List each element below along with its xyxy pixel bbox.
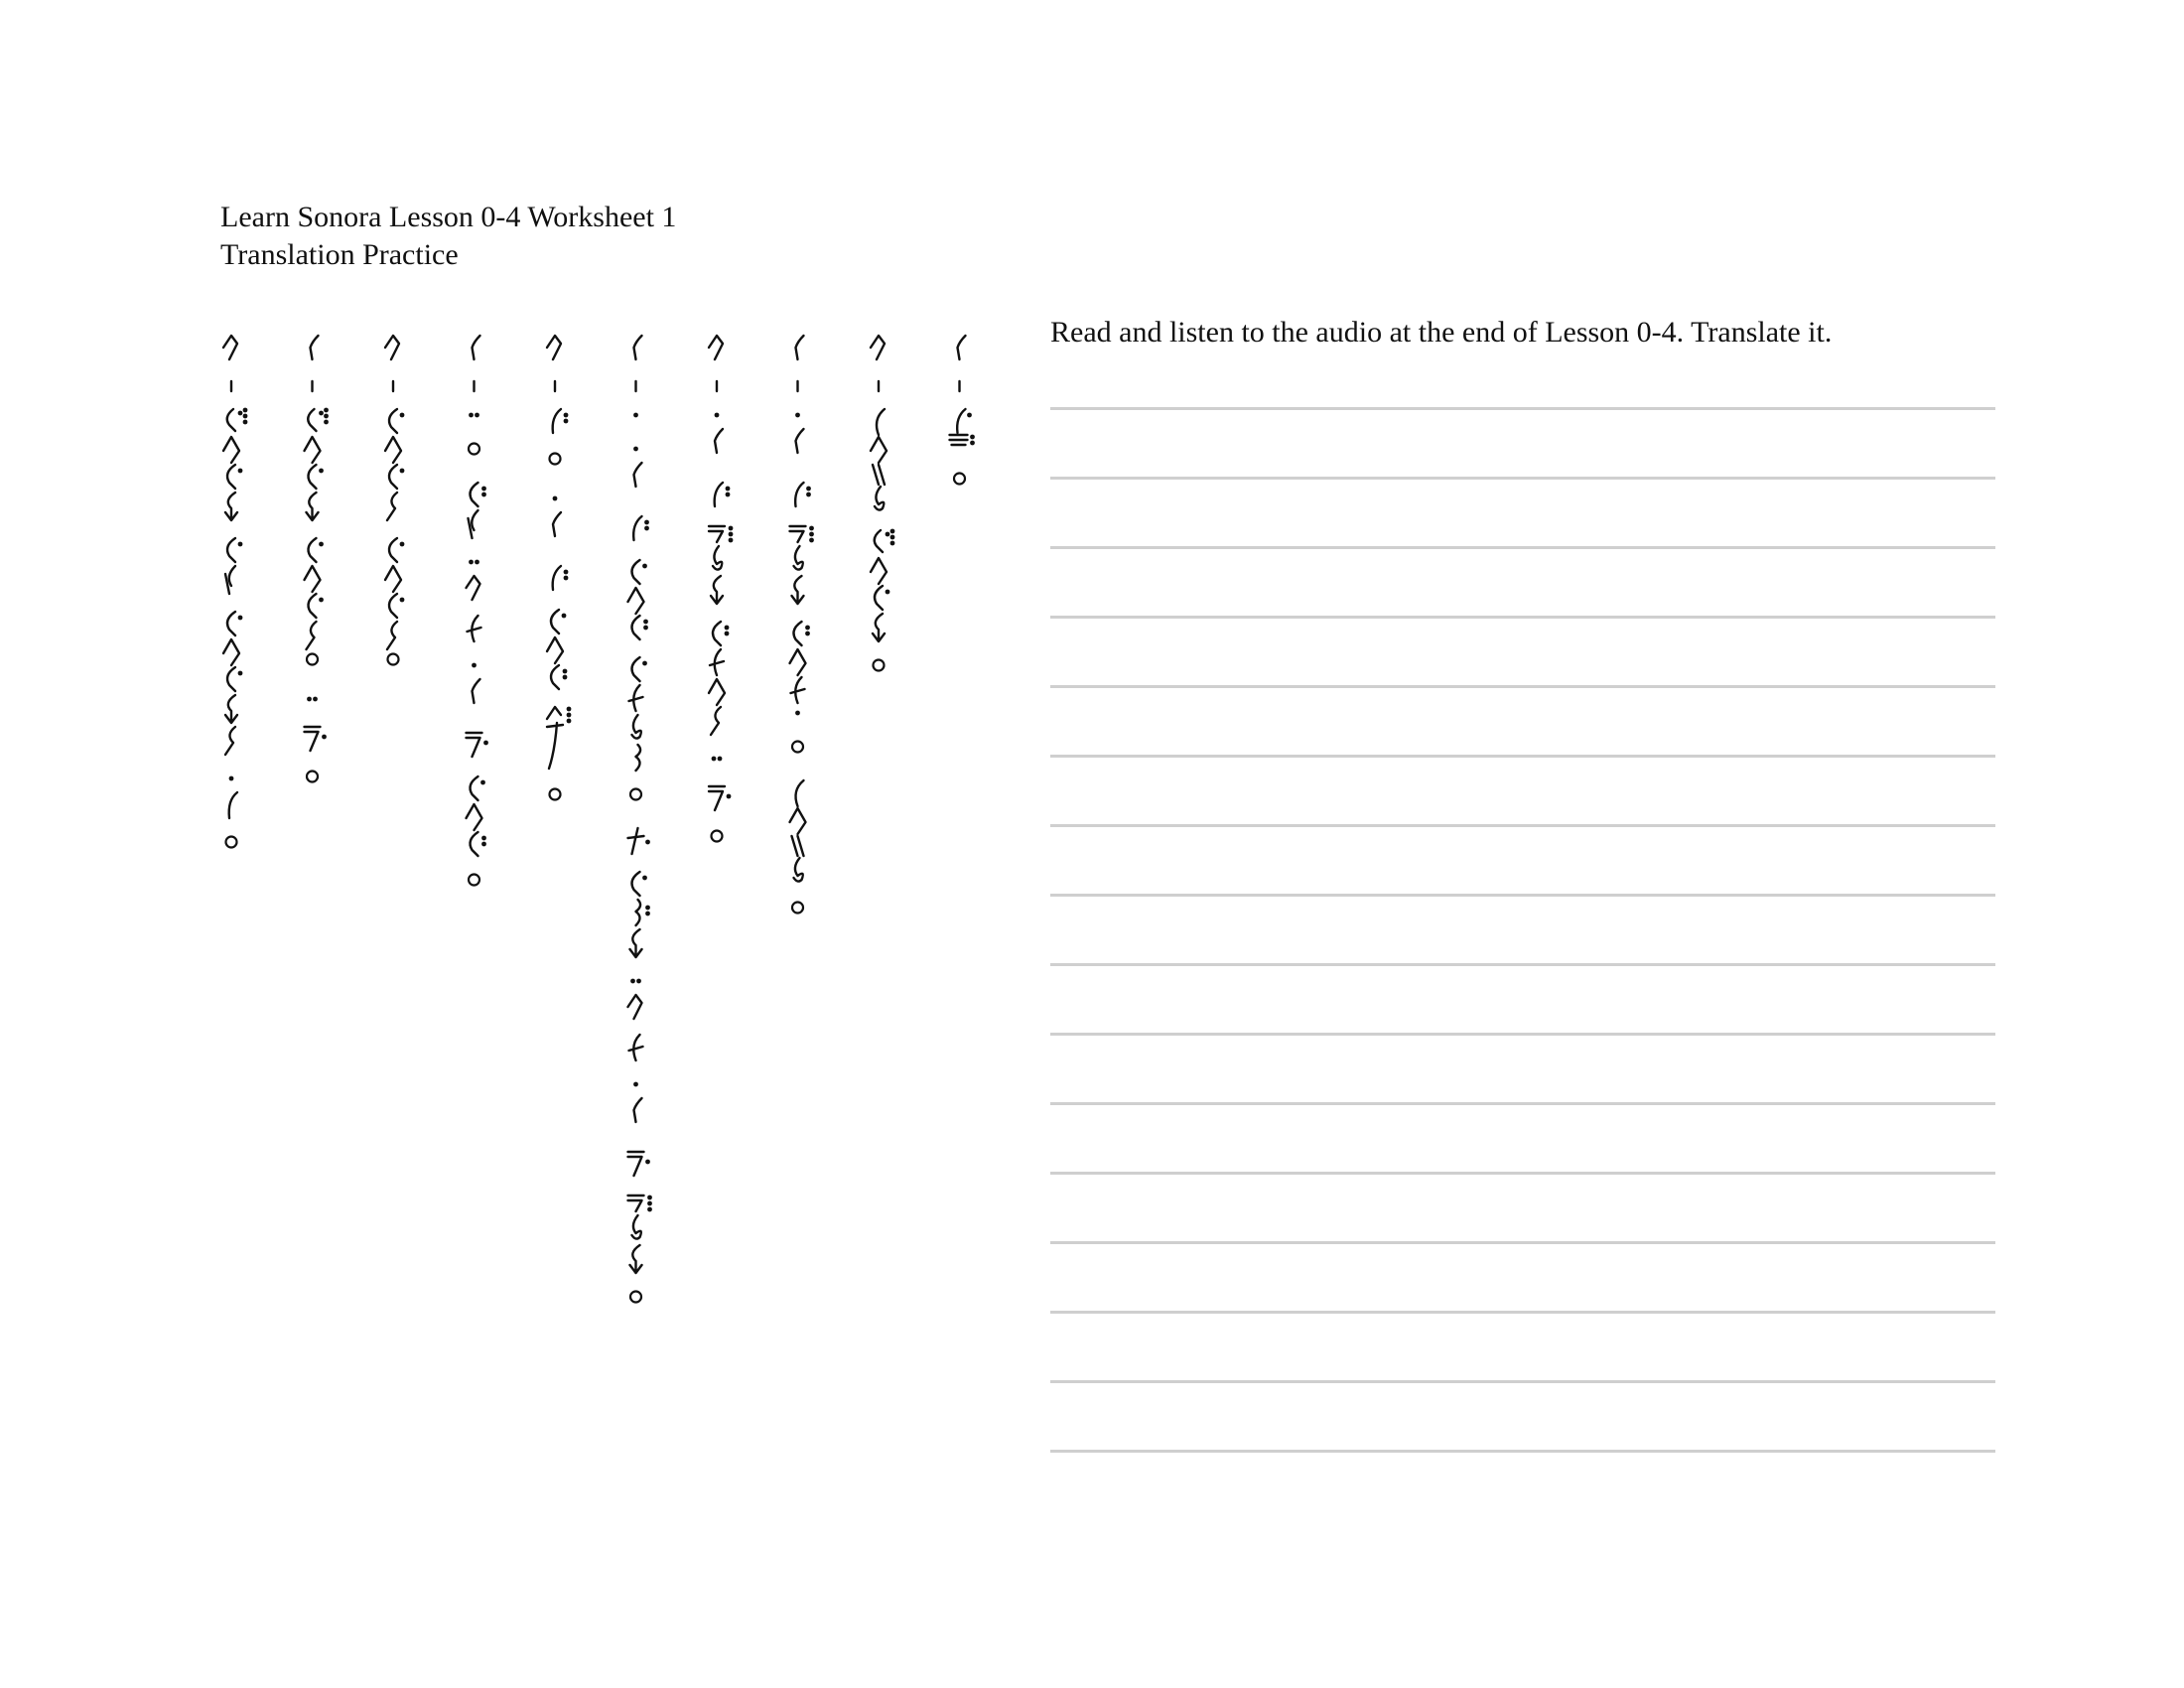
answer-line[interactable]: [1050, 1380, 1995, 1383]
sonora-script-passage: [0, 0, 1042, 1688]
answer-line[interactable]: [1050, 616, 1995, 619]
answer-line[interactable]: [1050, 1241, 1995, 1244]
answer-line[interactable]: [1050, 1450, 1995, 1453]
script-column: [467, 336, 488, 886]
answer-line[interactable]: [1050, 894, 1995, 897]
answer-line[interactable]: [1050, 755, 1995, 758]
script-column: [305, 336, 329, 782]
worksheet-title: Learn Sonora Lesson 0-4 Worksheet 1: [220, 201, 677, 233]
answer-line[interactable]: [1050, 407, 1995, 410]
answer-line[interactable]: [1050, 963, 1995, 966]
answer-line[interactable]: [1050, 546, 1995, 549]
answer-line[interactable]: [1050, 1102, 1995, 1105]
answer-line[interactable]: [1050, 685, 1995, 688]
script-column: [709, 336, 733, 842]
answer-line[interactable]: [1050, 477, 1995, 480]
script-column: [790, 336, 814, 914]
answer-line[interactable]: [1050, 1311, 1995, 1314]
answer-line[interactable]: [1050, 1033, 1995, 1036]
script-column: [223, 336, 247, 848]
instructions-text: Read and listen to the audio at the end of Lesson 0-4. Translate it.: [1050, 316, 1833, 349]
answer-line[interactable]: [1050, 1172, 1995, 1175]
script-column: [547, 336, 571, 800]
script-column: [950, 336, 975, 485]
script-column: [385, 336, 404, 665]
answer-line[interactable]: [1050, 824, 1995, 827]
script-column: [871, 336, 894, 671]
script-column: [628, 336, 652, 1303]
worksheet-subtitle: Translation Practice: [220, 238, 459, 271]
